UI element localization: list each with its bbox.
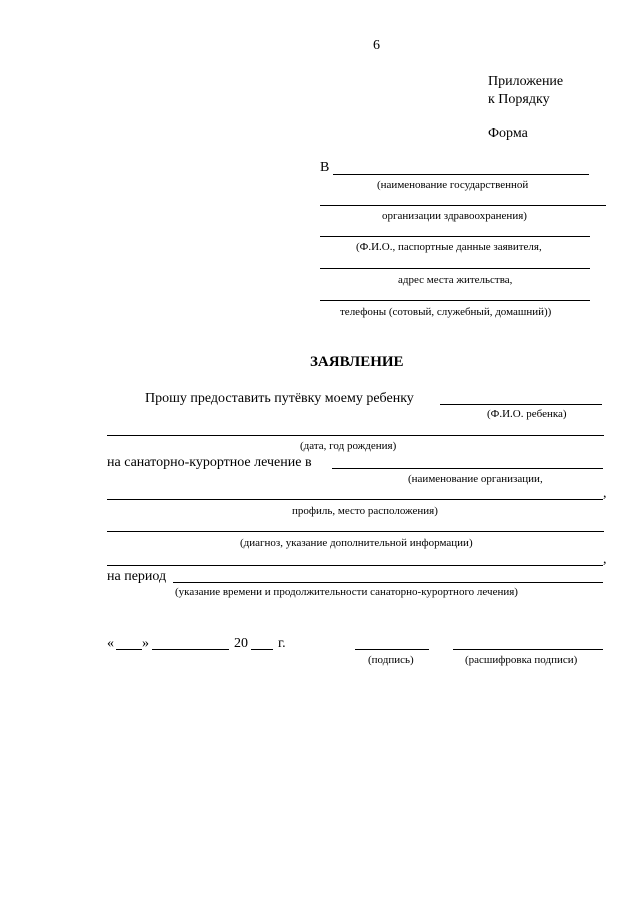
- hint-applicant-2: адрес места жительства,: [398, 274, 513, 286]
- period-text: на период: [107, 569, 167, 584]
- signature-line: [355, 649, 429, 650]
- hint-child-name: (Ф.И.О. ребенка): [487, 408, 567, 420]
- treatment-text: на санаторно-курортное лечение в: [107, 455, 312, 470]
- hint-applicant-3: телефоны (сотовый, служебный, домашний)): [340, 306, 552, 318]
- extra-info-line: [107, 565, 603, 566]
- addressee-applicant-line-1: [320, 236, 590, 237]
- birth-date-line: [107, 435, 604, 436]
- comma-2: ,: [603, 552, 607, 567]
- period-line: [173, 582, 603, 583]
- year-suffix: г.: [278, 636, 286, 651]
- hint-decoding: (расшифровка подписи): [465, 654, 578, 666]
- addressee-org-line-2: [320, 205, 606, 206]
- addressee-prefix: В: [320, 160, 330, 175]
- addressee-org-line: [333, 174, 589, 175]
- diagnosis-line: [107, 531, 604, 532]
- document-title: ЗАЯВЛЕНИЕ: [310, 354, 404, 370]
- hint-period: (указание времени и продолжительности санаторно-курортного лечения): [175, 586, 518, 598]
- appendix-line-1: Приложение: [488, 74, 564, 89]
- org-name-line: [332, 468, 603, 469]
- addressee-applicant-line-3: [320, 300, 590, 301]
- profile-line: [107, 499, 603, 500]
- hint-birth: (дата, год рождения): [300, 440, 397, 452]
- year-line: [251, 649, 273, 650]
- date-month-line: [152, 649, 229, 650]
- hint-applicant-1: (Ф.И.О., паспортные данные заявителя,: [356, 241, 542, 253]
- hint-org-1: (наименование государственной: [377, 179, 529, 191]
- child-name-line: [440, 404, 602, 405]
- year-prefix: 20: [234, 636, 248, 651]
- hint-signature: (подпись): [368, 654, 414, 666]
- request-text: Прошу предоставить путёвку моему ребенку: [145, 391, 414, 406]
- signature-decoding-line: [453, 649, 603, 650]
- form-label: Форма: [488, 126, 528, 141]
- appendix-line-2: к Порядку: [488, 92, 550, 107]
- hint-profile: профиль, место расположения): [292, 505, 438, 517]
- date-open-quote: «: [107, 636, 114, 651]
- date-day-line: [116, 649, 142, 650]
- addressee-applicant-line-2: [320, 268, 590, 269]
- hint-org-name: (наименование организации,: [408, 473, 543, 485]
- comma-1: ,: [603, 486, 607, 501]
- page-number: 6: [373, 38, 380, 53]
- hint-org-2: организации здравоохранения): [382, 210, 527, 222]
- date-close-quote: »: [142, 636, 149, 651]
- hint-diagnosis: (диагноз, указание дополнительной информации): [240, 537, 473, 549]
